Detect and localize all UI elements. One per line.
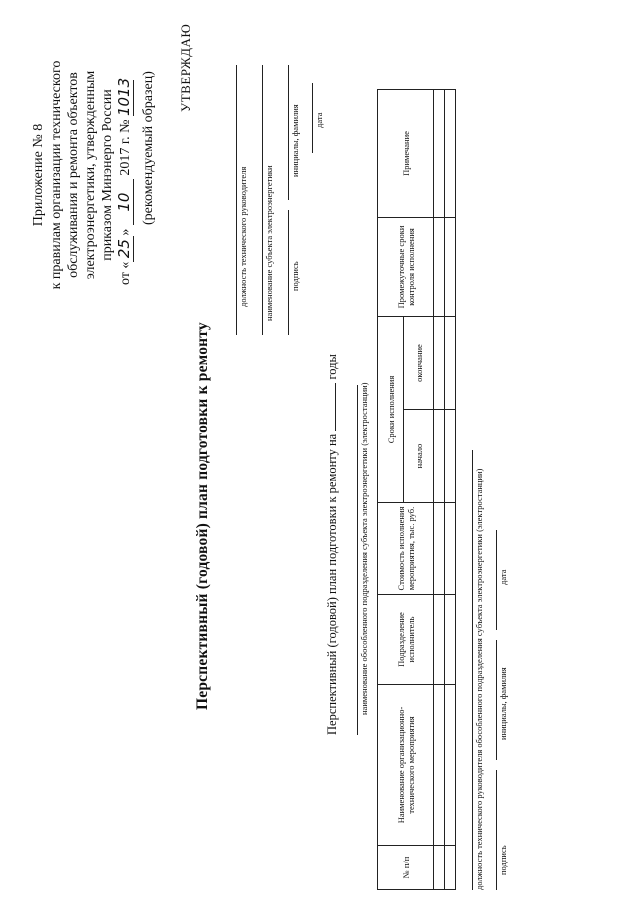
entity-line bbox=[262, 65, 263, 335]
plan-line bbox=[325, 354, 340, 735]
header-cost: Стоимость исполнения мероприятия, тыс. руб. bbox=[378, 503, 434, 595]
header-start: начало bbox=[404, 410, 434, 503]
table-cell[interactable] bbox=[445, 595, 456, 685]
table-cell[interactable] bbox=[434, 846, 445, 890]
entity-caption: наименование субъекта электроэнергетики bbox=[264, 165, 274, 321]
date-year: 2017 г. № bbox=[118, 119, 133, 176]
table-cell[interactable] bbox=[434, 90, 445, 218]
footer-date-line bbox=[496, 530, 497, 630]
footer-initials-caption: инициалы, фамилия bbox=[498, 667, 508, 740]
date-day: 25 bbox=[116, 236, 134, 262]
document-title: Перспективный (годовой) план подготовки к ремонту bbox=[194, 322, 211, 710]
order-date-line bbox=[116, 5, 134, 285]
table-cell[interactable] bbox=[445, 685, 456, 846]
plan-table bbox=[377, 89, 456, 890]
appendix-line-4: приказом Минэнерго России bbox=[100, 89, 115, 261]
table-cell[interactable] bbox=[445, 410, 456, 503]
subdivision-line bbox=[357, 385, 358, 735]
footer-position-line bbox=[472, 450, 473, 890]
footer-initials-line bbox=[496, 640, 497, 760]
footer-signature-caption: подпись bbox=[498, 845, 508, 875]
footer-signature-line bbox=[496, 770, 497, 890]
table-cell[interactable] bbox=[445, 846, 456, 890]
table-cell[interactable] bbox=[434, 595, 445, 685]
position-caption: должность технического руководителя bbox=[238, 166, 248, 307]
header-row-1 bbox=[378, 90, 404, 890]
table-cell[interactable] bbox=[434, 503, 445, 595]
signature-line bbox=[288, 210, 289, 335]
table-cell[interactable] bbox=[445, 317, 456, 410]
table-cell[interactable] bbox=[434, 218, 445, 317]
order-number: 1013 bbox=[115, 77, 133, 117]
table-row bbox=[445, 90, 456, 890]
header-terms: Сроки исполнения bbox=[378, 317, 404, 503]
appendix-line-3: электроэнергетики, утвержденным bbox=[83, 70, 98, 280]
date-caption: дата bbox=[314, 112, 324, 128]
approval-heading: УТВЕРЖДАЮ bbox=[178, 23, 193, 112]
initials-line bbox=[288, 65, 289, 200]
header-note: Примечание bbox=[378, 90, 434, 218]
signature-caption: подпись bbox=[290, 261, 300, 291]
date-month: 10 bbox=[116, 179, 134, 225]
recommended-sample: (рекомендуемый образец) bbox=[141, 71, 156, 225]
subdivision-caption: наименование обособленного подразделения субъекта электроэнергетики (электростанции) bbox=[359, 382, 369, 715]
date-sep: » bbox=[118, 228, 133, 236]
table-cell[interactable] bbox=[445, 503, 456, 595]
initials-caption: инициалы, фамилия bbox=[290, 104, 300, 177]
table-cell[interactable] bbox=[445, 218, 456, 317]
plan-suffix: годы bbox=[325, 354, 339, 380]
table-cell[interactable] bbox=[434, 317, 445, 410]
appendix-line-2: обслуживания и ремонта объектов bbox=[66, 72, 81, 278]
footer-position-caption: должность технического руководителя обособленного подразделения субъекта электроэнергетики (электростанции) bbox=[474, 468, 484, 890]
date-prefix: от « bbox=[118, 261, 133, 285]
header-dept: Подразделение исполнитель bbox=[378, 595, 434, 685]
plan-years-blank[interactable] bbox=[335, 383, 336, 431]
appendix-line-1: к правилам организации технического bbox=[49, 60, 64, 290]
table-cell[interactable] bbox=[434, 685, 445, 846]
plan-prefix: Перспективный (годовой) план подготовки к ремонту на bbox=[325, 433, 339, 735]
table-cell[interactable] bbox=[445, 90, 456, 218]
date-line bbox=[312, 83, 313, 153]
header-end: окончание bbox=[404, 317, 434, 410]
footer-date-caption: дата bbox=[498, 569, 508, 585]
position-line bbox=[236, 65, 237, 335]
header-name: Наименование организационно-технического мероприятия bbox=[378, 685, 434, 846]
table-cell[interactable] bbox=[434, 410, 445, 503]
header-control: Промежуточные сроки контроля исполнения bbox=[378, 218, 434, 317]
header-num: № п/п bbox=[378, 846, 434, 890]
appendix-number: Приложение № 8 bbox=[31, 123, 46, 227]
table-row bbox=[434, 90, 445, 890]
